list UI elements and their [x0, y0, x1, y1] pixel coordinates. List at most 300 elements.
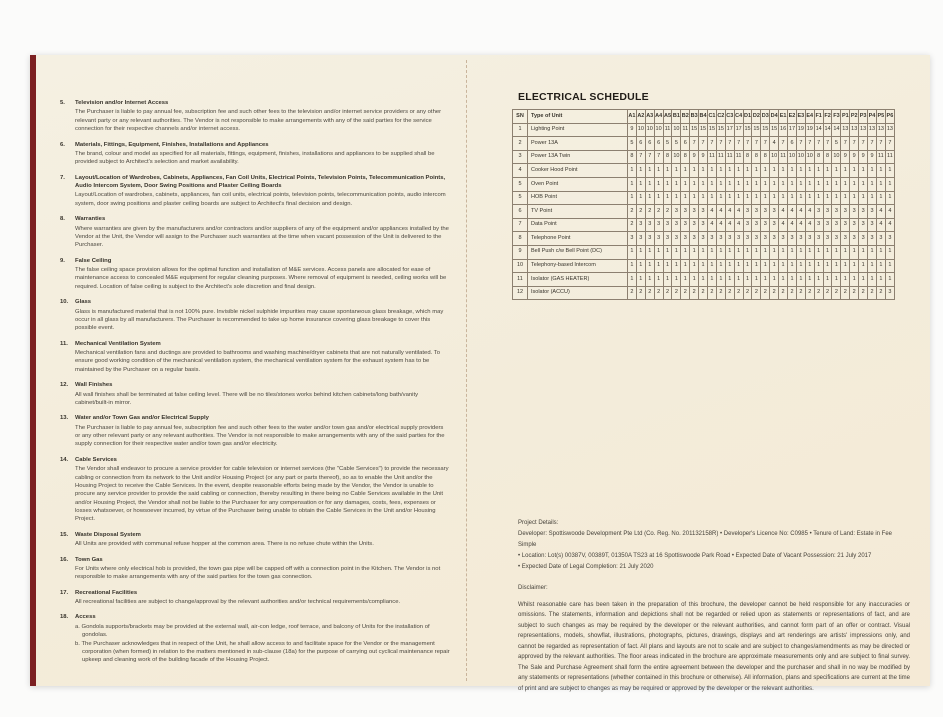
schedule-header-cell: E3: [796, 110, 805, 124]
schedule-value-cell: 1: [716, 259, 725, 273]
schedule-value-cell: 1: [868, 273, 877, 287]
schedule-value-cell: 1: [814, 259, 823, 273]
schedule-value-cell: 11: [734, 150, 743, 164]
schedule-value-cell: 1: [716, 245, 725, 259]
schedule-value-cell: 3: [859, 232, 868, 246]
schedule-sn-cell: 11: [513, 273, 528, 287]
schedule-value-cell: 1: [734, 259, 743, 273]
schedule-value-cell: 3: [885, 286, 894, 300]
schedule-sn-cell: 6: [513, 205, 528, 219]
schedule-value-cell: 1: [823, 164, 832, 178]
terms-item-paragraph: Where warranties are given by the manufacturers and/or contractors and/or suppliers of any of the equipment and/or appliances installed by the Vendor at the Unit, the Vendor will assign to the Purchaser such warranties at the time when vacant possession of the Unit is delivered to the Purchaser.: [75, 225, 449, 249]
schedule-value-cell: 8: [743, 150, 752, 164]
schedule-value-cell: 7: [868, 137, 877, 151]
terms-item-title: Warranties: [75, 216, 106, 223]
schedule-value-cell: 1: [885, 273, 894, 287]
schedule-value-cell: 17: [734, 123, 743, 137]
schedule-value-cell: 2: [716, 286, 725, 300]
schedule-value-cell: 1: [636, 273, 645, 287]
schedule-sn-cell: 4: [513, 164, 528, 178]
schedule-value-cell: 3: [885, 232, 894, 246]
schedule-value-cell: 11: [681, 123, 690, 137]
schedule-value-cell: 1: [708, 164, 717, 178]
schedule-row: [513, 273, 895, 287]
schedule-value-cell: 7: [654, 150, 663, 164]
schedule-type-cell: Oven Point: [528, 177, 628, 191]
schedule-header-cell: P3: [859, 110, 868, 124]
schedule-value-cell: 7: [699, 137, 708, 151]
schedule-value-cell: 1: [690, 191, 699, 205]
right-page: [512, 91, 910, 692]
schedule-header-cell: C1: [708, 110, 717, 124]
schedule-value-cell: 4: [796, 218, 805, 232]
schedule-value-cell: 1: [885, 259, 894, 273]
schedule-value-cell: 3: [645, 218, 654, 232]
schedule-value-cell: 3: [628, 232, 637, 246]
schedule-header-cell: P5: [876, 110, 885, 124]
schedule-value-cell: 2: [628, 218, 637, 232]
schedule-value-cell: 3: [770, 218, 779, 232]
schedule-value-cell: 1: [628, 245, 637, 259]
schedule-value-cell: 4: [876, 218, 885, 232]
terms-item-paragraph: For Units where only electrical hob is provided, the town gas pipe will be capped off with a connection point in the Kitchen. The Vendor is not responsible to make arrangements with any of the said parties for the town gas connection.: [75, 565, 441, 581]
schedule-value-cell: 5: [672, 137, 681, 151]
schedule-value-cell: 1: [743, 259, 752, 273]
schedule-value-cell: 1: [734, 273, 743, 287]
schedule-value-cell: 2: [628, 286, 637, 300]
schedule-value-cell: 1: [734, 164, 743, 178]
schedule-value-cell: 1: [663, 177, 672, 191]
schedule-value-cell: 4: [725, 205, 734, 219]
schedule-header-cell: A2: [636, 110, 645, 124]
terms-item-title: Wall Finishes: [75, 382, 113, 389]
schedule-value-cell: 3: [663, 232, 672, 246]
schedule-sn-cell: 5: [513, 177, 528, 191]
schedule-value-cell: 4: [796, 205, 805, 219]
schedule-value-cell: 1: [699, 191, 708, 205]
schedule-value-cell: 2: [699, 286, 708, 300]
schedule-header-cell: F3: [832, 110, 841, 124]
schedule-value-cell: 3: [752, 232, 761, 246]
schedule-value-cell: 1: [832, 191, 841, 205]
terms-item-title: Layout/Location of Wardrobes, Cabinets, Appliances, Fan Coil Units, Electrical Points, Television Points, Telecommunication Points, Audio Intercom System, Door Swing Positions and Plaster Ceiling Boards: [75, 174, 446, 189]
schedule-value-cell: 4: [885, 205, 894, 219]
schedule-value-cell: 9: [628, 123, 637, 137]
schedule-sn-cell: 5: [513, 191, 528, 205]
schedule-value-cell: 2: [823, 286, 832, 300]
schedule-type-cell: Power 13A: [528, 137, 628, 151]
schedule-value-cell: 1: [832, 273, 841, 287]
schedule-value-cell: 1: [628, 259, 637, 273]
schedule-value-cell: 1: [823, 259, 832, 273]
schedule-value-cell: 1: [841, 259, 850, 273]
schedule-value-cell: 3: [761, 205, 770, 219]
terms-item-number: 9.: [60, 257, 65, 264]
terms-item-title: Recreational Facilities: [75, 589, 138, 596]
schedule-value-cell: 3: [868, 218, 877, 232]
schedule-value-cell: 2: [654, 205, 663, 219]
schedule-value-cell: 13: [876, 123, 885, 137]
schedule-value-cell: 1: [743, 273, 752, 287]
schedule-value-cell: 1: [814, 191, 823, 205]
schedule-value-cell: 3: [645, 232, 654, 246]
schedule-value-cell: 7: [716, 137, 725, 151]
schedule-value-cell: 6: [645, 137, 654, 151]
schedule-header-cell: B2: [681, 110, 690, 124]
schedule-value-cell: 3: [814, 232, 823, 246]
schedule-value-cell: 2: [814, 286, 823, 300]
schedule-value-cell: 1: [743, 164, 752, 178]
schedule-value-cell: 5: [832, 137, 841, 151]
schedule-value-cell: 5: [628, 137, 637, 151]
schedule-value-cell: 1: [690, 245, 699, 259]
schedule-value-cell: 1: [788, 177, 797, 191]
schedule-value-cell: 2: [796, 286, 805, 300]
schedule-value-cell: 3: [841, 218, 850, 232]
schedule-value-cell: 3: [761, 218, 770, 232]
terms-item-paragraph: b. The Purchaser acknowledges that in respect of the Unit, he shall allow access to and facilitate space for the Vendor or the management corporation (when formed) in relation to the matters mentioned in sub-clause (18a) for the purpose of carrying out cyclical maintenance repair upkeep and cleaning work of the building facade of the Housing Project.: [75, 640, 450, 664]
terms-item-number: 10.: [60, 299, 69, 306]
schedule-value-cell: 1: [636, 164, 645, 178]
schedule-value-cell: 2: [859, 286, 868, 300]
schedule-value-cell: 15: [743, 123, 752, 137]
schedule-value-cell: 10: [672, 150, 681, 164]
schedule-value-cell: 1: [645, 245, 654, 259]
schedule-value-cell: 3: [636, 232, 645, 246]
schedule-value-cell: 1: [779, 245, 788, 259]
schedule-value-cell: 6: [636, 137, 645, 151]
schedule-value-cell: 1: [681, 273, 690, 287]
schedule-value-cell: 1: [868, 191, 877, 205]
schedule-row: [513, 150, 895, 164]
terms-item-paragraph: The brand, colour and model as specified for all materials, fittings, equipment, finishes, installations and appliances to be supplied shall be provided subject to Architect's selection and market availability.: [75, 150, 435, 166]
schedule-header-cell: E2: [788, 110, 797, 124]
schedule-value-cell: 1: [805, 245, 814, 259]
schedule-value-cell: 1: [841, 191, 850, 205]
terms-item-number: 16.: [60, 556, 69, 563]
schedule-sn-cell: 10: [513, 259, 528, 273]
schedule-value-cell: 7: [690, 137, 699, 151]
schedule-header-cell: SN: [513, 110, 528, 124]
schedule-value-cell: 1: [832, 177, 841, 191]
schedule-header-cell: B4: [699, 110, 708, 124]
terms-item: [60, 298, 450, 333]
schedule-value-cell: 8: [752, 150, 761, 164]
schedule-value-cell: 1: [690, 259, 699, 273]
terms-item: [60, 456, 450, 524]
schedule-value-cell: 1: [761, 245, 770, 259]
schedule-type-cell: Lighting Point: [528, 123, 628, 137]
schedule-header-cell: E1: [779, 110, 788, 124]
schedule-value-cell: 1: [743, 177, 752, 191]
schedule-value-cell: 1: [636, 259, 645, 273]
schedule-value-cell: 7: [708, 137, 717, 151]
schedule-header-cell: A3: [645, 110, 654, 124]
schedule-value-cell: 1: [770, 164, 779, 178]
schedule-value-cell: 1: [770, 259, 779, 273]
terms-item: [60, 556, 450, 582]
schedule-value-cell: 1: [761, 177, 770, 191]
schedule-value-cell: 2: [654, 286, 663, 300]
schedule-type-cell: Cooker Hood Point: [528, 164, 628, 178]
schedule-value-cell: 11: [725, 150, 734, 164]
schedule-value-cell: 3: [823, 218, 832, 232]
schedule-value-cell: 7: [796, 137, 805, 151]
schedule-type-cell: Telephony-based Intercom: [528, 259, 628, 273]
schedule-value-cell: 1: [779, 273, 788, 287]
schedule-value-cell: 1: [645, 273, 654, 287]
left-page: [60, 99, 450, 672]
terms-item: [60, 589, 450, 607]
schedule-value-cell: 11: [779, 150, 788, 164]
schedule-value-cell: 2: [832, 286, 841, 300]
schedule-value-cell: 1: [654, 273, 663, 287]
schedule-value-cell: 1: [743, 191, 752, 205]
project-details-line: Developer: Spottiswoode Development Pte Ltd (Co. Reg. No. 201132158R) • Developer's Licence No: C0985 • Tenure of Land: Estate in Fee Simple: [518, 531, 893, 549]
disclaimer: [518, 583, 910, 694]
schedule-value-cell: 1: [628, 191, 637, 205]
schedule-value-cell: 3: [699, 218, 708, 232]
terms-item-number: 12.: [60, 382, 69, 389]
schedule-value-cell: 3: [823, 205, 832, 219]
schedule-value-cell: 3: [823, 232, 832, 246]
schedule-value-cell: 1: [823, 245, 832, 259]
schedule-value-cell: 1: [681, 177, 690, 191]
schedule-value-cell: 2: [779, 286, 788, 300]
schedule-header-cell: P2: [850, 110, 859, 124]
schedule-value-cell: 1: [868, 177, 877, 191]
schedule-value-cell: 1: [841, 245, 850, 259]
schedule-value-cell: 3: [850, 232, 859, 246]
schedule-header-cell: P4: [868, 110, 877, 124]
schedule-value-cell: 1: [814, 177, 823, 191]
schedule-value-cell: 10: [770, 150, 779, 164]
schedule-value-cell: 4: [716, 205, 725, 219]
schedule-value-cell: 11: [663, 123, 672, 137]
schedule-value-cell: 1: [850, 273, 859, 287]
schedule-value-cell: 1: [850, 191, 859, 205]
schedule-row: [513, 232, 895, 246]
schedule-value-cell: 3: [850, 205, 859, 219]
schedule-value-cell: 5: [663, 137, 672, 151]
terms-item-title: Waste Disposal System: [75, 531, 141, 538]
terms-list: [60, 99, 450, 665]
terms-item-number: 14.: [60, 456, 69, 463]
schedule-value-cell: 1: [859, 245, 868, 259]
schedule-value-cell: 1: [699, 273, 708, 287]
spine-strip: [30, 55, 36, 686]
schedule-value-cell: 3: [788, 232, 797, 246]
schedule-value-cell: 1: [743, 245, 752, 259]
schedule-value-cell: 1: [690, 273, 699, 287]
schedule-value-cell: 1: [823, 273, 832, 287]
schedule-value-cell: 2: [636, 286, 645, 300]
schedule-value-cell: 6: [788, 137, 797, 151]
schedule-value-cell: 10: [654, 123, 663, 137]
schedule-value-cell: 4: [779, 205, 788, 219]
schedule-value-cell: 19: [805, 123, 814, 137]
schedule-value-cell: 8: [663, 150, 672, 164]
schedule-value-cell: 7: [761, 137, 770, 151]
schedule-value-cell: 3: [832, 205, 841, 219]
schedule-type-cell: Isolator (GAS HEATER): [528, 273, 628, 287]
schedule-value-cell: 1: [850, 259, 859, 273]
schedule-value-cell: 1: [752, 177, 761, 191]
terms-item-title: Materials, Fittings, Equipment, Finishes, Installations and Appliances: [75, 141, 269, 148]
schedule-value-cell: 15: [761, 123, 770, 137]
schedule-header-row: [513, 110, 895, 124]
project-details-heading: Project Details:: [518, 520, 559, 526]
schedule-sn-cell: 3: [513, 150, 528, 164]
schedule-value-cell: 2: [841, 286, 850, 300]
terms-item-number: 7.: [60, 174, 65, 181]
terms-item-paragraph: a. Gondola supports/brackets may be provided at the external wall, air-con ledge, roof terrace, and balcony of Units for the installation of gondolas.: [75, 623, 430, 639]
schedule-value-cell: 10: [805, 150, 814, 164]
schedule-value-cell: 10: [796, 150, 805, 164]
project-details-line: • Location: Lot(s) 00387V, 00389T, 01350A TS23 at 16 Spottiswoode Park Road • Expected Date of Vacant Possession: 21 July 2017: [518, 553, 872, 560]
schedule-value-cell: 1: [832, 259, 841, 273]
project-details: [518, 518, 904, 573]
schedule-value-cell: 7: [876, 137, 885, 151]
schedule-value-cell: 13: [850, 123, 859, 137]
schedule-value-cell: 1: [628, 273, 637, 287]
schedule-type-cell: Bell Push c/w Bell Point (DC): [528, 245, 628, 259]
schedule-header-cell: D4: [770, 110, 779, 124]
terms-item: [60, 340, 450, 375]
schedule-value-cell: 1: [628, 164, 637, 178]
schedule-value-cell: 2: [663, 286, 672, 300]
schedule-value-cell: 19: [796, 123, 805, 137]
schedule-value-cell: 14: [814, 123, 823, 137]
schedule-value-cell: 1: [690, 164, 699, 178]
schedule-header-cell: F2: [823, 110, 832, 124]
schedule-value-cell: 1: [645, 191, 654, 205]
schedule-value-cell: 1: [663, 273, 672, 287]
schedule-value-cell: 1: [761, 259, 770, 273]
schedule-value-cell: 1: [779, 259, 788, 273]
schedule-header-cell: Type of Unit: [528, 110, 628, 124]
schedule-value-cell: 3: [681, 205, 690, 219]
schedule-value-cell: 1: [716, 191, 725, 205]
schedule-value-cell: 3: [743, 218, 752, 232]
schedule-value-cell: 15: [716, 123, 725, 137]
schedule-type-cell: TV Point: [528, 205, 628, 219]
terms-item-title: Glass: [75, 299, 92, 306]
schedule-sn-cell: 9: [513, 245, 528, 259]
schedule-row: [513, 259, 895, 273]
terms-item-title: Mechanical Ventilation System: [75, 340, 161, 347]
terms-item-number: 5.: [60, 100, 65, 106]
terms-item-number: 15.: [60, 531, 69, 538]
schedule-value-cell: 1: [645, 259, 654, 273]
schedule-value-cell: 1: [788, 164, 797, 178]
schedule-row: [513, 286, 895, 300]
schedule-value-cell: 1: [859, 259, 868, 273]
schedule-value-cell: 4: [805, 218, 814, 232]
schedule-value-cell: 13: [885, 123, 894, 137]
schedule-value-cell: 1: [708, 273, 717, 287]
terms-item-paragraph: All wall finishes shall be terminated at false ceiling level. There will be no tiles/stones works behind kitchen cabinets/long bath/vanity cabinet/built-in mirror.: [75, 391, 419, 406]
schedule-value-cell: 1: [805, 177, 814, 191]
schedule-value-cell: 2: [663, 205, 672, 219]
schedule-value-cell: 1: [779, 164, 788, 178]
schedule-value-cell: 1: [823, 177, 832, 191]
schedule-value-cell: 3: [876, 232, 885, 246]
schedule-value-cell: 1: [725, 259, 734, 273]
schedule-value-cell: 10: [672, 123, 681, 137]
schedule-value-cell: 1: [832, 245, 841, 259]
schedule-value-cell: 1: [788, 191, 797, 205]
schedule-value-cell: 1: [841, 273, 850, 287]
schedule-value-cell: 9: [690, 150, 699, 164]
schedule-value-cell: 3: [716, 232, 725, 246]
schedule-value-cell: 2: [761, 286, 770, 300]
schedule-value-cell: 1: [814, 245, 823, 259]
schedule-value-cell: 1: [636, 245, 645, 259]
terms-item-title: Water and/or Town Gas and/or Electrical Supply: [75, 415, 209, 422]
schedule-value-cell: 3: [868, 205, 877, 219]
schedule-value-cell: 1: [725, 273, 734, 287]
schedule-value-cell: 3: [708, 232, 717, 246]
schedule-value-cell: 1: [645, 164, 654, 178]
schedule-value-cell: 3: [770, 205, 779, 219]
schedule-value-cell: 15: [770, 123, 779, 137]
schedule-value-cell: 1: [770, 273, 779, 287]
schedule-value-cell: 9: [859, 150, 868, 164]
schedule-value-cell: 1: [654, 259, 663, 273]
schedule-header-cell: A4: [654, 110, 663, 124]
terms-item-title: False Ceiling: [75, 257, 112, 264]
schedule-value-cell: 1: [868, 245, 877, 259]
project-details-line: • Expected Date of Legal Completion: 21 July 2020: [518, 564, 654, 571]
schedule-value-cell: 3: [841, 232, 850, 246]
schedule-value-cell: 10: [832, 150, 841, 164]
schedule-value-cell: 3: [770, 232, 779, 246]
schedule-value-cell: 1: [734, 191, 743, 205]
schedule-value-cell: 2: [645, 205, 654, 219]
schedule-value-cell: 11: [716, 150, 725, 164]
schedule-header-cell: C3: [725, 110, 734, 124]
schedule-value-cell: 8: [823, 150, 832, 164]
schedule-value-cell: 1: [796, 191, 805, 205]
schedule-value-cell: 1: [672, 273, 681, 287]
schedule-value-cell: 1: [752, 191, 761, 205]
schedule-value-cell: 2: [636, 205, 645, 219]
terms-item: [60, 99, 450, 134]
schedule-value-cell: 1: [885, 177, 894, 191]
schedule-value-cell: 7: [725, 137, 734, 151]
terms-item-title: Access: [75, 614, 96, 621]
schedule-value-cell: 3: [690, 232, 699, 246]
schedule-value-cell: 8: [761, 150, 770, 164]
schedule-title: ELECTRICAL SCHEDULE: [518, 91, 649, 103]
schedule-value-cell: 1: [885, 191, 894, 205]
schedule-value-cell: 13: [841, 123, 850, 137]
schedule-value-cell: 1: [708, 191, 717, 205]
schedule-value-cell: 1: [779, 191, 788, 205]
schedule-value-cell: 1: [850, 164, 859, 178]
terms-item: [60, 531, 450, 549]
schedule-value-cell: 3: [752, 205, 761, 219]
schedule-value-cell: 1: [859, 164, 868, 178]
schedule-value-cell: 1: [876, 177, 885, 191]
schedule-value-cell: 1: [708, 177, 717, 191]
schedule-value-cell: 3: [859, 205, 868, 219]
schedule-value-cell: 1: [761, 164, 770, 178]
schedule-value-cell: 2: [805, 286, 814, 300]
schedule-value-cell: 3: [814, 205, 823, 219]
schedule-header-cell: B3: [690, 110, 699, 124]
